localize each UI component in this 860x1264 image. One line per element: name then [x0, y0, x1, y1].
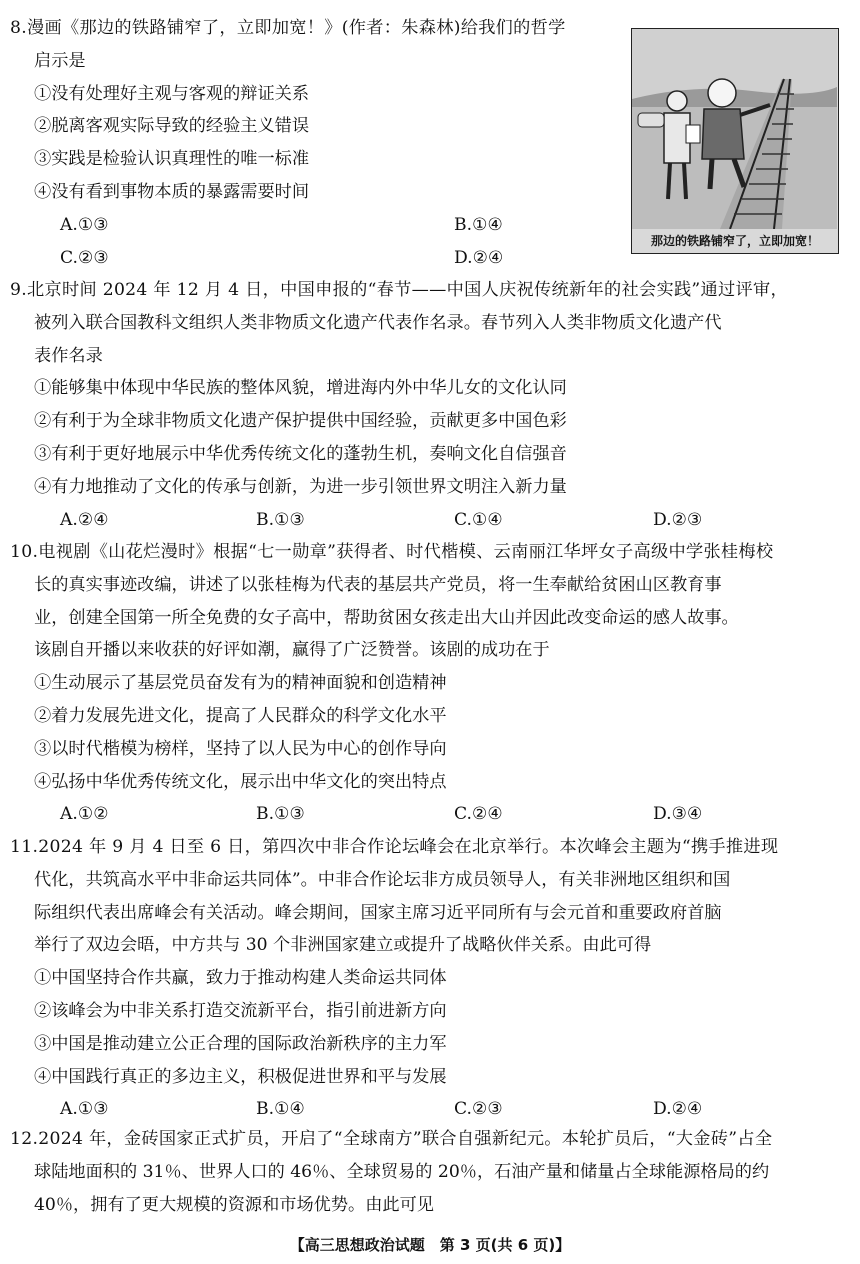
choice-b[interactable]: B.①③: [256, 804, 305, 825]
statement-option: ①没有处理好主观与客观的辩证关系: [34, 83, 310, 104]
question-11: [10, 831, 850, 1126]
choice-a[interactable]: A.②④: [60, 509, 109, 530]
choice-c[interactable]: C.②④: [454, 804, 503, 825]
statement-option: ③实践是检验认识真理性的唯一标准: [34, 149, 310, 170]
question-stem: 代化，共筑高水平中非命运共同体”。中非合作论坛非方成员领导人，有关非洲地区组织和国: [34, 869, 731, 890]
statement-option: ②脱离客观实际导致的经验主义错误: [34, 116, 310, 137]
choice-b[interactable]: B.①④: [454, 214, 503, 235]
statement-option: ①能够集中体现中华民族的整体风貌，增进海内外中华儿女的文化认同: [34, 378, 567, 399]
choice-c[interactable]: C.②③: [60, 247, 109, 268]
statement-option: ②有利于为全球非物质文化遗产保护提供中国经验，贡献更多中国色彩: [34, 411, 567, 432]
statement-option: ④没有看到事物本质的暴露需要时间: [34, 181, 310, 202]
statement-option: ①中国坚持合作共赢，致力于推动构建人类命运共同体: [34, 968, 447, 989]
answer-choices: [10, 1093, 850, 1126]
question-stem: 40％，拥有了更大规模的资源和市场优势。由此可见: [34, 1194, 434, 1215]
comic-illustration: [631, 28, 839, 254]
choice-d[interactable]: D.②④: [653, 1099, 703, 1120]
choice-a[interactable]: A.①③: [60, 1099, 109, 1120]
statement-option: ④中国践行真正的多边主义，积极促进世界和平与发展: [34, 1066, 447, 1087]
question-10: [10, 536, 850, 831]
question-stem: 际组织代表出席峰会有关活动。峰会期间，国家主席习近平同所有与会元首和重要政府首脑: [34, 902, 722, 923]
question-stem: 表作名录: [34, 345, 103, 366]
question-stem: 该剧自开播以来收获的好评如潮，赢得了广泛赞誉。该剧的成功在于: [34, 640, 550, 661]
choice-a[interactable]: A.①③: [60, 214, 109, 235]
statement-option: ③中国是推动建立公正合理的国际政治新秩序的主力军: [34, 1033, 447, 1054]
choice-c[interactable]: C.①④: [454, 509, 503, 530]
choice-a[interactable]: A.①②: [60, 804, 109, 825]
statement-option: ③以时代楷模为榜样，坚持了以人民为中心的创作导向: [34, 738, 447, 759]
choice-d[interactable]: D.②③: [653, 509, 703, 530]
statement-option: ④弘扬中华优秀传统文化，展示出中华文化的突出特点: [34, 771, 447, 792]
choice-b[interactable]: B.①④: [256, 1099, 305, 1120]
choice-d[interactable]: D.②④: [454, 247, 504, 268]
question-stem: 球陆地面积的 31％、世界人口的 46％、全球贸易的 20％，石油产量和储量占全球能源格局的约: [34, 1161, 770, 1182]
statement-option: ②该峰会为中非关系打造交流新平台，指引前进新方向: [34, 1000, 447, 1021]
question-stem: 被列入联合国教科文组织人类非物质文化遗产代表作名录。春节列入人类非物质文化遗产代: [34, 312, 722, 333]
choice-b[interactable]: B.①③: [256, 509, 305, 530]
statement-option: ④有力地推动了文化的传承与创新，为进一步引领世界文明注入新力量: [34, 476, 567, 497]
statement-option: ②着力发展先进文化，提高了人民群众的科学文化水平: [34, 705, 447, 726]
answer-choices: [10, 504, 850, 537]
question-9: [10, 274, 850, 536]
question-stem: 举行了双边会晤，中方共与 30 个非洲国家建立或提升了战略伙伴关系。由此可得: [34, 935, 652, 956]
question-stem: 12.2024 年，金砖国家正式扩员，开启了“全球南方”联合自强新纪元。本轮扩员后，“大金砖”占全: [10, 1129, 773, 1149]
question-stem: 启示是: [34, 50, 86, 71]
question-stem: 9.北京时间 2024 年 12 月 4 日，中国申报的“春节——中国人庆祝传统新年的社会实践”通过评审，: [10, 280, 788, 300]
question-stem: 11.2024 年 9 月 4 日至 6 日，第四次中非合作论坛峰会在北京举行。本次峰会主题为“携手推进现: [10, 837, 779, 857]
question-stem: 10.电视剧《山花烂漫时》根据“七一勋章”获得者、时代楷模、云南丽江华坪女子高级中学张桂梅校: [10, 542, 774, 562]
question-stem: 业，创建全国第一所全免费的女子高中，帮助贫困女孩走出大山并因此改变命运的感人故事。: [34, 607, 739, 628]
choice-d[interactable]: D.③④: [653, 804, 703, 825]
question-stem: 8.漫画《那边的铁路铺窄了，立即加宽！》(作者：朱森林)给我们的哲学: [10, 18, 566, 38]
statement-option: ①生动展示了基层党员奋发有为的精神面貌和创造精神: [34, 673, 447, 694]
answer-choices: [10, 798, 850, 831]
question-12: [10, 1123, 850, 1221]
comic-caption: 那边的铁路铺窄了，立即加宽！: [650, 234, 819, 248]
question-stem: 长的真实事迹改编，讲述了以张桂梅为代表的基层共产党员，将一生奉献给贫困山区教育事: [34, 574, 722, 595]
statement-option: ③有利于更好地展示中华优秀传统文化的蓬勃生机，奏响文化自信强音: [34, 443, 567, 464]
choice-c[interactable]: C.②③: [454, 1099, 503, 1120]
page-footer: 【高三思想政治试题 第 3 页(共 6 页)】: [289, 1236, 571, 1254]
railway-comic-drawing: [632, 29, 837, 229]
